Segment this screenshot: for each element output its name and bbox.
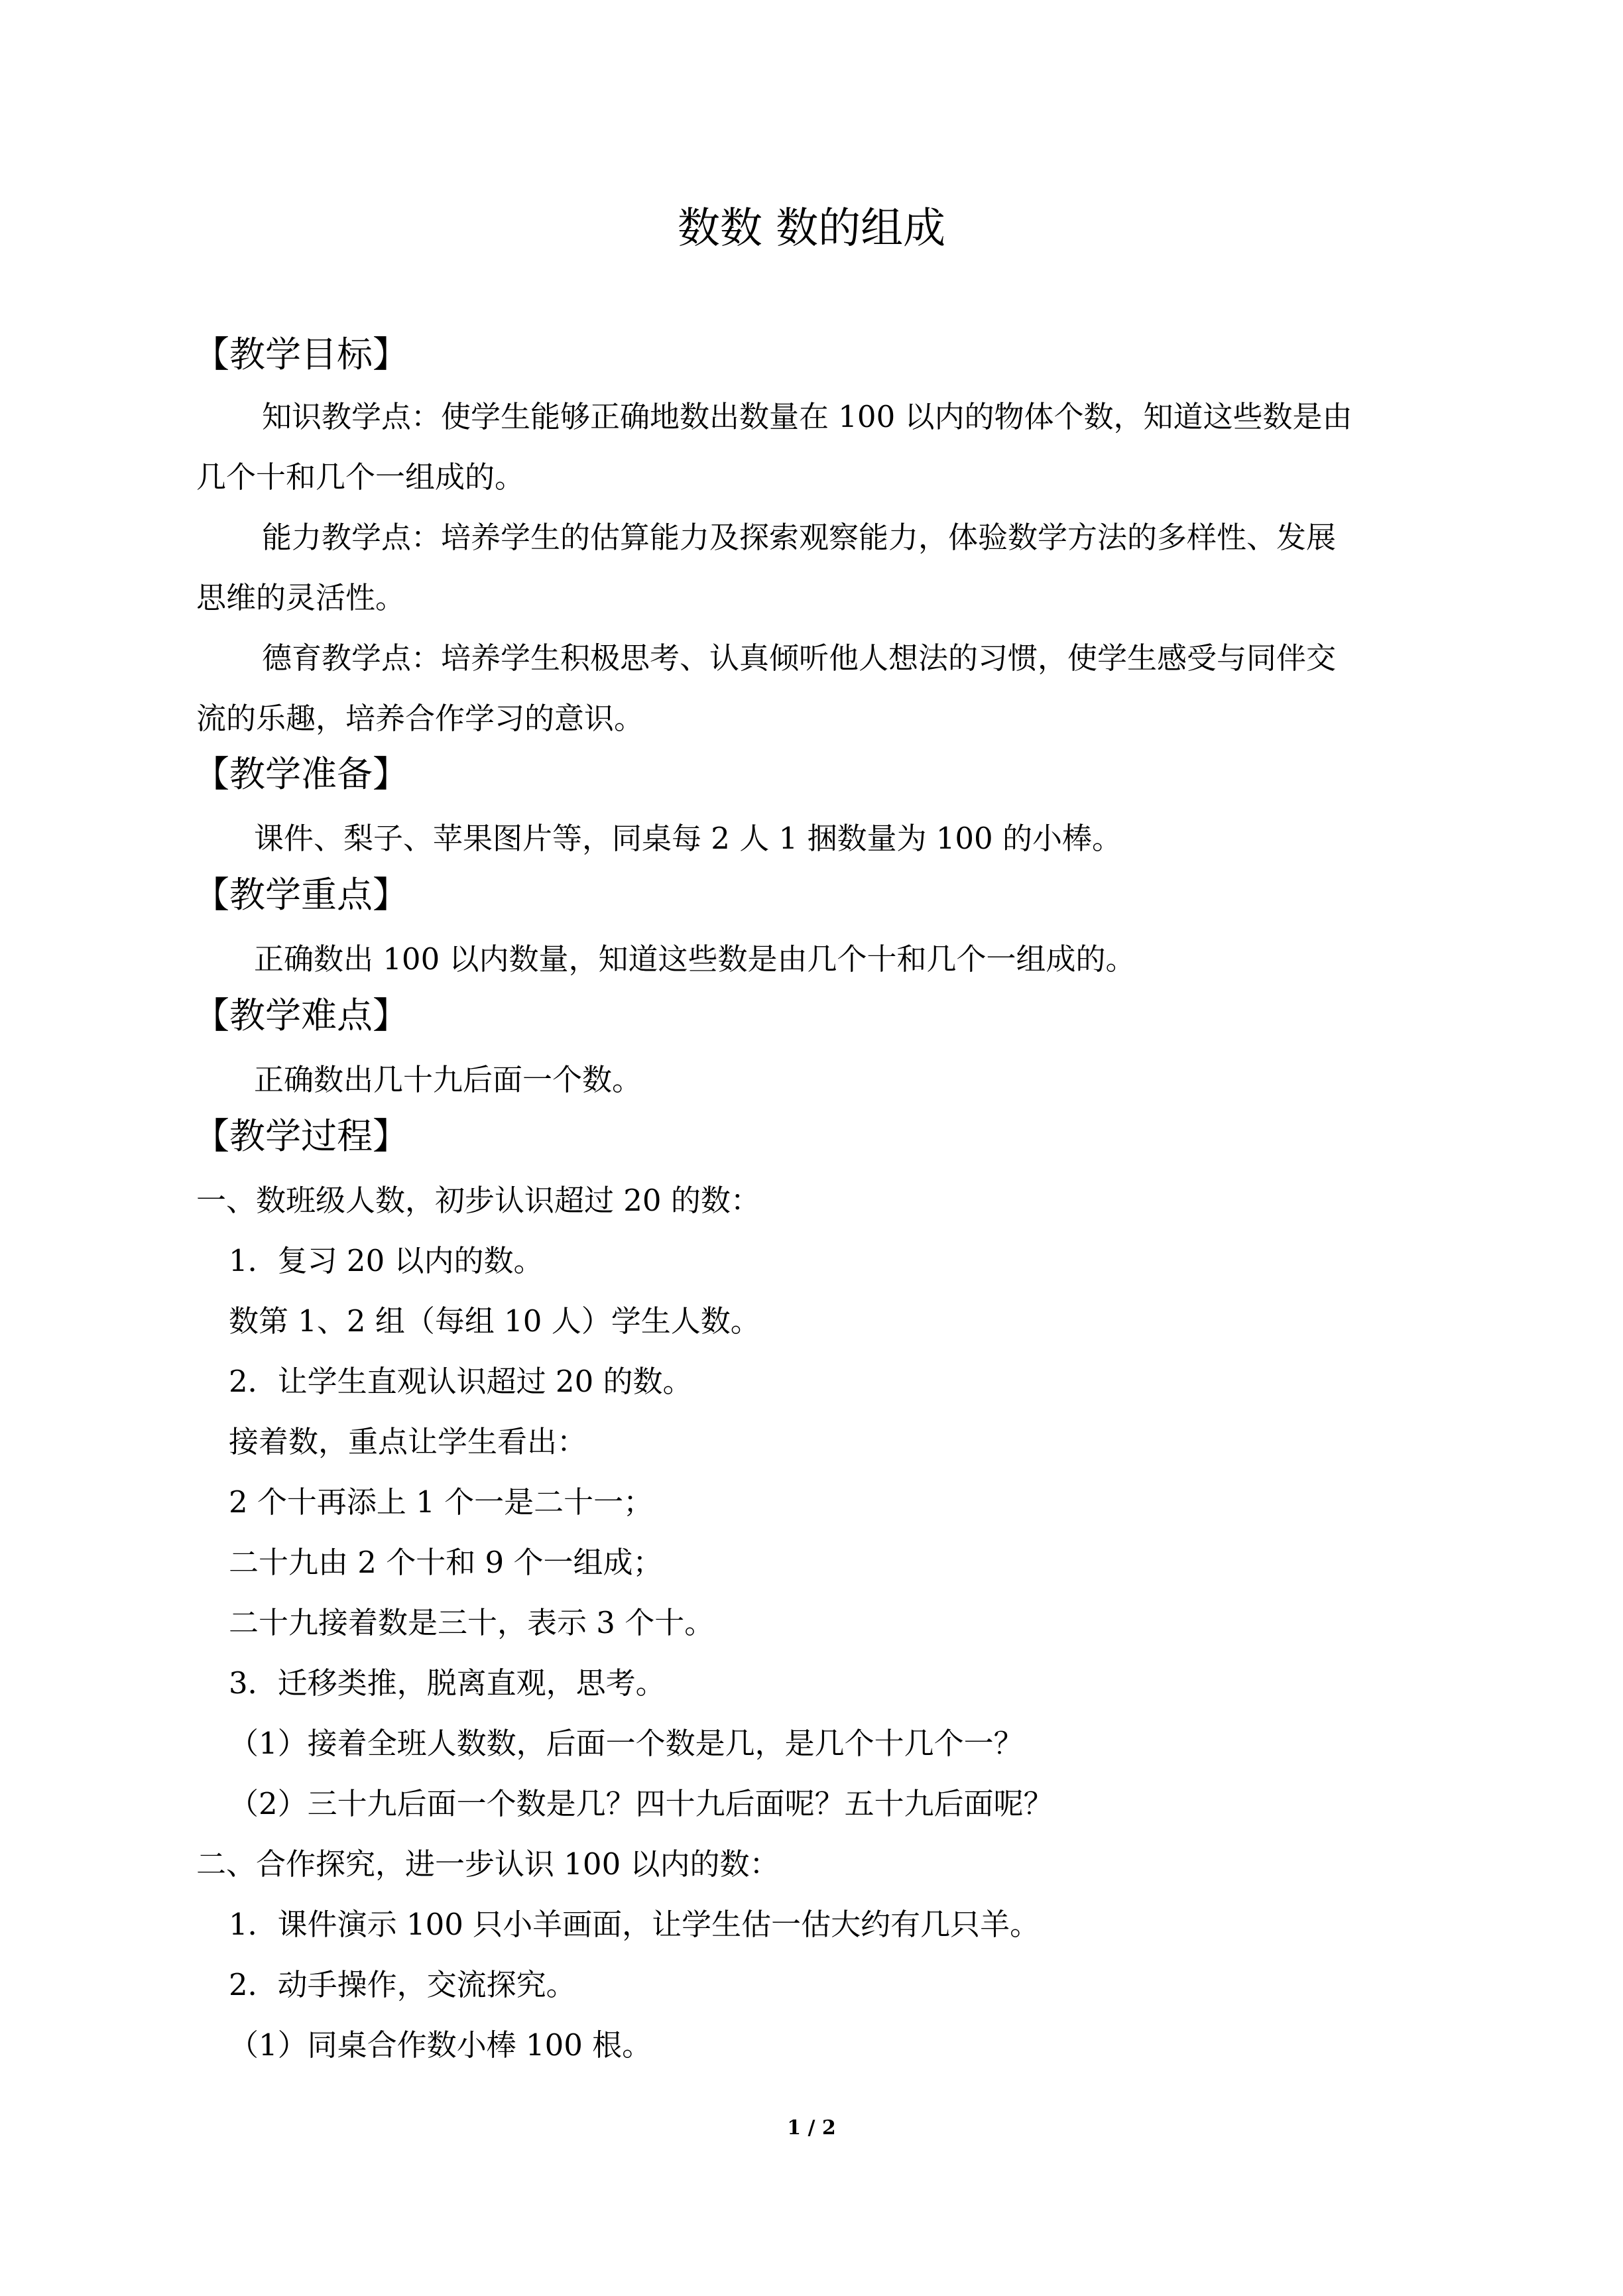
heading-objectives: 【教学目标】	[194, 333, 408, 375]
process-part2-step-2: 2．动手操作，交流探究。	[229, 1967, 576, 2002]
process-step-1-detail: 数第 1、2 组（每组 10 人）学生人数。	[229, 1303, 760, 1339]
objective-ability-line1: 能力教学点：培养学生的估算能力及探索观察能力，体验数学方法的多样性、发展	[262, 520, 1337, 555]
objective-knowledge-line1: 知识教学点：使学生能够正确地数出数量在 100 以内的物体个数，知道这些数是由	[262, 399, 1352, 434]
objective-moral-line1: 德育教学点：培养学生积极思考、认真倾听他人想法的习惯，使学生感受与同伴交	[262, 640, 1337, 676]
objective-ability-line2: 思维的灵活性。	[196, 580, 406, 615]
process-part2-step-1: 1．课件演示 100 只小羊画面，让学生估一估大约有几只羊。	[229, 1907, 1040, 1942]
preparation-text: 课件、梨子、苹果图片等，同桌每 2 人 1 捆数量为 100 的小棒。	[254, 821, 1122, 856]
heading-key-point: 【教学重点】	[194, 874, 408, 916]
heading-process: 【教学过程】	[194, 1115, 408, 1157]
document-title: 数数 数的组成	[677, 204, 946, 253]
heading-preparation: 【教学准备】	[194, 753, 408, 795]
process-step-1: 1．复习 20 以内的数。	[229, 1243, 544, 1278]
objective-moral-line2: 流的乐趣，培养合作学习的意识。	[196, 701, 644, 736]
process-step-2-detail-c: 二十九由 2 个十和 9 个一组成；	[229, 1545, 663, 1580]
process-part2-step-2-sub-1: （1）同桌合作数小棒 100 根。	[229, 2027, 652, 2063]
process-step-2-detail-b: 2 个十再添上 1 个一是二十一；	[229, 1484, 654, 1520]
page-number: 1 / 2	[787, 2116, 836, 2140]
objective-knowledge-line2: 几个十和几个一组成的。	[196, 459, 525, 495]
process-part1-heading: 一、数班级人数，初步认识超过 20 的数：	[196, 1183, 760, 1218]
key-point-text: 正确数出 100 以内数量，知道这些数是由几个十和几个一组成的。	[254, 941, 1136, 977]
process-step-3: 3．迁移类推，脱离直观，思考。	[229, 1665, 666, 1701]
process-step-2-detail-a: 接着数，重点让学生看出：	[229, 1424, 587, 1459]
heading-difficulty: 【教学难点】	[194, 995, 408, 1036]
process-step-3-question-1: （1）接着全班人数数，后面一个数是几，是几个十几个一？	[229, 1726, 1024, 1761]
process-step-3-question-2: （2）三十九后面一个数是几？四十九后面呢？五十九后面呢？	[229, 1786, 1053, 1821]
process-step-2-detail-d: 二十九接着数是三十，表示 3 个十。	[229, 1605, 715, 1640]
difficulty-text: 正确数出几十九后面一个数。	[254, 1062, 642, 1097]
process-step-2: 2．让学生直观认识超过 20 的数。	[229, 1364, 693, 1399]
process-part2-heading: 二、合作探究，进一步认识 100 以内的数：	[196, 1846, 780, 1882]
